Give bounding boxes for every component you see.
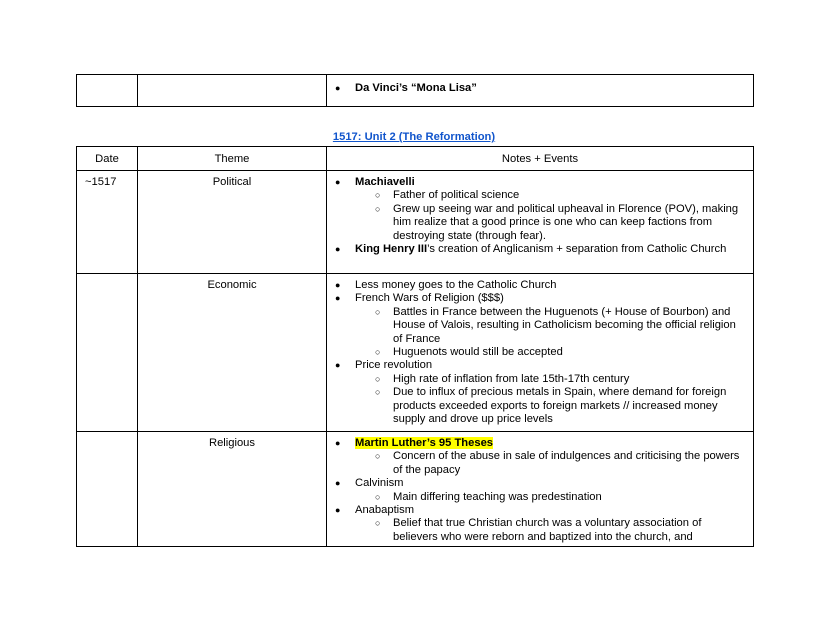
section-title-link[interactable]: 1517: Unit 2 (The Reformation) bbox=[332, 131, 496, 143]
reformation-table bbox=[76, 146, 754, 547]
table-row bbox=[77, 75, 754, 107]
list-item: ● Less money goes to the Catholic Church bbox=[355, 279, 745, 292]
date-cell: ~1517 bbox=[77, 171, 138, 274]
theme-cell bbox=[138, 75, 327, 107]
sub-list-item: ○ Father of political science bbox=[393, 189, 745, 202]
theme-cell: Economic bbox=[138, 274, 327, 432]
theme-cell: Religious bbox=[138, 432, 327, 547]
header-notes: Notes + Events bbox=[327, 147, 754, 171]
sub-list-item: ○ Huguenots would still be accepted bbox=[393, 346, 745, 359]
list-item bbox=[355, 243, 745, 256]
list-item bbox=[355, 477, 745, 504]
list-item bbox=[355, 359, 745, 426]
header-date: Date bbox=[77, 147, 138, 171]
list-item bbox=[355, 176, 745, 243]
sub-list-item: ○ Grew up seeing war and political upheaval in Florence (POV), making him realize that a good prince is one who can keep factions from destroying state (through fear). bbox=[393, 203, 745, 243]
note-text: ’s creation of Anglicanism + separation from Catholic Church bbox=[427, 243, 727, 256]
header-theme: Theme bbox=[138, 147, 327, 171]
sub-list-item: ○ Due to influx of precious metals in Spain, where demand for foreign products exceeded exports to foreign markets // increased money supply and drove up price levels bbox=[393, 386, 745, 426]
note-bold: King Henry III bbox=[355, 243, 428, 256]
table-row bbox=[77, 171, 754, 274]
sub-list-item: ○ Battles in France between the Huguenots (+ House of Bourbon) and House of Valois, resulting in Catholicism becoming the official religion of France bbox=[393, 306, 745, 346]
highlighted-note: Martin Luther’s 95 Theses bbox=[355, 437, 494, 449]
table-row bbox=[77, 274, 754, 432]
note-bold: Machiavelli bbox=[355, 176, 415, 188]
sub-list-item: ○ Concern of the abuse in sale of indulgences and criticising the powers of the papacy bbox=[393, 450, 745, 477]
list-item bbox=[355, 437, 745, 477]
note-text: Price revolution bbox=[355, 359, 433, 372]
list-item bbox=[355, 504, 745, 544]
note-text: Anabaptism bbox=[355, 504, 415, 517]
note-text: Da Vinci’s “Mona Lisa” bbox=[355, 82, 477, 94]
notes-cell bbox=[327, 171, 754, 274]
note-text: Calvinism bbox=[355, 477, 404, 490]
notes-cell bbox=[327, 274, 754, 432]
previous-unit-table bbox=[76, 74, 754, 107]
header-row bbox=[77, 147, 754, 171]
sub-list-item: ○ Belief that true Christian church was a voluntary association of believers who were reborn and baptized into the church, and bbox=[393, 517, 745, 544]
table-row bbox=[77, 432, 754, 547]
notes-cell bbox=[327, 75, 754, 107]
list-item bbox=[355, 292, 745, 359]
theme-cell: Political bbox=[138, 171, 327, 274]
list-item bbox=[355, 82, 745, 95]
sub-list-item: ○ High rate of inflation from late 15th-17th century bbox=[393, 373, 745, 386]
note-text: French Wars of Religion ($$$) bbox=[355, 292, 504, 305]
date-cell bbox=[77, 432, 138, 547]
sub-list-item: ○ Main differing teaching was predestination bbox=[393, 491, 745, 504]
date-cell bbox=[77, 75, 138, 107]
notes-cell bbox=[327, 432, 754, 547]
date-cell bbox=[77, 274, 138, 432]
